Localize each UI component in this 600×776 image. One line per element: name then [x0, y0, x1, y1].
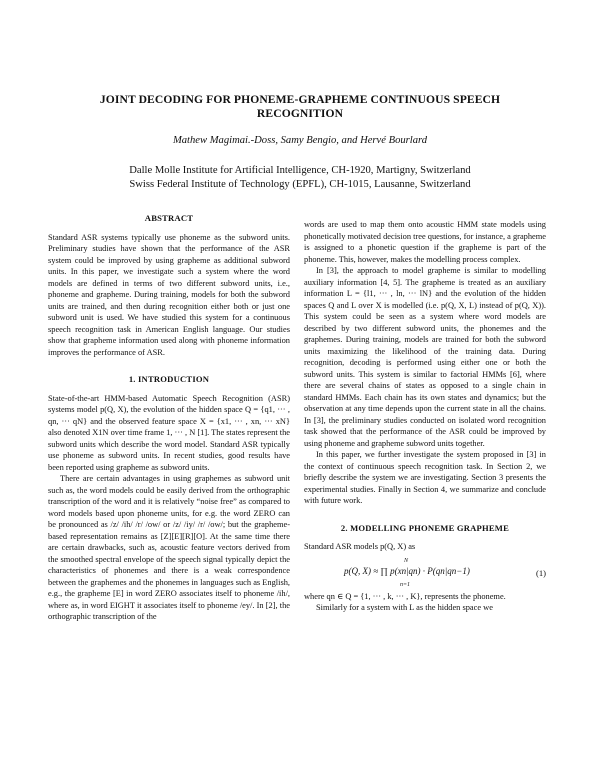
paper-title: JOINT DECODING FOR PHONEME-GRAPHEME CONTINUOUS SPEECH RECOGNITION	[99, 93, 501, 120]
section-2-heading: 2. MODELLING PHONEME GRAPHEME	[340, 522, 510, 533]
abstract-heading: ABSTRACT	[144, 213, 194, 223]
section-2-where: where qn ∈ Q = {1, ··· , k, ··· , K}, represents the phoneme.	[304, 591, 506, 601]
body-paragraph: In [3], the approach to model grapheme is similar to modelling auxiliary information [4, 5]. The grapheme is treated as an auxiliary information L = {l1, ··· , ln, ··· lN} and the evolution of the hidden spaces Q and L over X is modelled (i.e. p(Q, X, L) instead of p(Q, X)). This system could be seen as a system where word models are described by two different subword units, the phonemes and the graphemes. During training, models are trained for both the subword units maximizing the likelihood of the training data. During recognition, decoding is performed using either one or both the subword units. This system is similar to factorial HMMs [6], where there are several chains of states as opposed to a single chain in standard HMMs. Each chain has its own states and dynamics; but the observation at any time depends upon the current state in all the chains. In [3], the preliminary studies conducted on isolated word recognition task showed that the performance of the ASR could be improved by using phoneme and grapheme subword units together.	[304, 266, 546, 448]
body-paragraph: In this paper, we further investigate the system proposed in [3] in the context of continuous speech recognition task. In Section 2, we briefly describe the system we are investigating. Section 3 presents the experimental studies. Finally in Section 4, we summarize and conclude with future work.	[304, 450, 546, 505]
equation-number: (1)	[535, 567, 546, 578]
section-1-heading: 1. INTRODUCTION	[128, 374, 210, 384]
section-2-continuation: Similarly for a system with L as the hidden space we	[316, 603, 493, 612]
equation-1	[304, 557, 546, 588]
affiliation-line: Dalle Molle Institute for Artificial Intelligence, CH-1920, Martigny, Switzerland	[129, 165, 471, 176]
right-column	[304, 219, 546, 614]
left-column	[48, 213, 290, 623]
abstract-text: Standard ASR systems typically use phoneme as the subword units. Preliminary studies have shown that the performance of the ASR system could be improved by using grapheme as additional subword units. In this paper, we investigate such a system where the word models are defined in terms of two different subword units, i.e., phoneme and grapheme. During training, models for both the subword units are trained, and then during recognition either both or just one subword unit is used. We have studied this system for a continuous speech recognition task in American English language. Our studies show that grapheme information used along with phoneme information improves the performance of ASR.	[48, 232, 290, 357]
intro-paragraph: State-of-the-art HMM-based Automatic Speech Recognition (ASR) systems model p(Q, X), the evolution of the hidden space Q = {q1, ··· , qn, ··· qN} and the observed feature space X = {x1, ··· , xn, ··· xN} also denoted X1N over time frame 1, ··· , N [1]. The states represent the subword units which describe the word model. Standard ASR typically use phoneme as subword units. In recent studies, good results have been reported using grapheme as subword units.	[48, 393, 290, 472]
continued-paragraph: words are used to map them onto acoustic HMM state models using phonetically motivated decision tree questions, for instance, a grapheme is assigned to a phonetic question if the grapheme is part of the phoneme. This, however, makes the modelling process complex.	[304, 220, 546, 264]
paper-authors: Mathew Magimai.-Doss, Samy Bengio, and Hervé Bourlard	[172, 135, 428, 146]
product-upper-limit: N	[404, 557, 409, 564]
affiliations	[60, 164, 540, 192]
product-lower-limit: n=1	[400, 581, 411, 588]
affiliation-line: Swiss Federal Institute of Technology (EPFL), CH-1015, Lausanne, Switzerland	[129, 179, 471, 190]
intro-paragraph: There are certain advantages in using graphemes as subword unit such as, the word models could be easily derived from the orthographic transcription of the word and it is relatively “noise free” as compared to word models based upon phoneme units, for e.g. the word ZERO can be pronounced as /z/ /ih/ /r/ /ow/ or /z/ /iy/ /r/ /ow/; but the grapheme-based representation remains as [Z][E][R][O]. At the same time there are certain drawbacks, such as, acoustic feature vectors derived from the smoothed spectral envelope of the speech signal typically depict the characteristics of phonemes and there is a weak correspondence between the graphemes and the phonemes in languages such as English, e.g., the grapheme [E] in word ZERO associates itself to phoneme /ih/, where as, in word EIGHT it associates itself to phoneme /ey/. In [2], the orthographic transcription of the	[48, 474, 290, 621]
equation-body: p(Q, X) ≈ ∏ p(xn|qn) · P(qn|qn−1)	[344, 565, 470, 576]
section-2-intro: Standard ASR models p(Q, X) as	[304, 542, 416, 551]
